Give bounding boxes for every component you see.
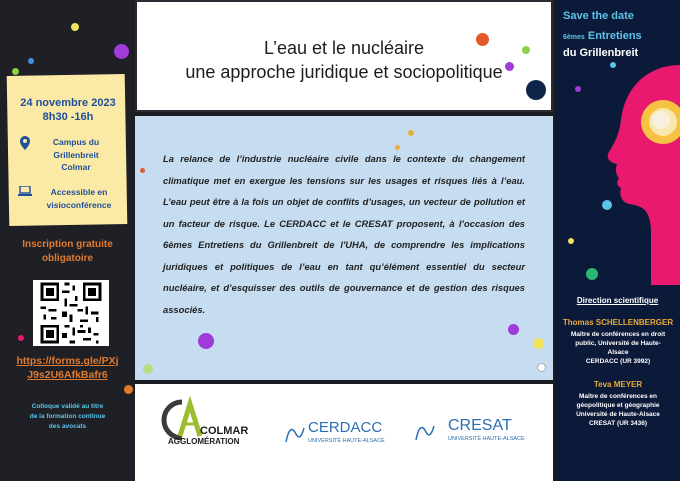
inscription-line-1: Inscription gratuite bbox=[22, 239, 113, 250]
inscription-line-2: obligatoire bbox=[41, 253, 94, 264]
laptop-icon bbox=[18, 186, 32, 197]
decorative-dot bbox=[586, 268, 598, 280]
decorative-dot bbox=[508, 324, 519, 335]
event-location-line-3: Colmar bbox=[61, 162, 91, 172]
save-the-date: Save the date bbox=[563, 10, 634, 22]
event-location bbox=[36, 136, 116, 174]
event-series-name: du Grillenbreit bbox=[563, 47, 639, 59]
visio-info-line-2: visioconférence bbox=[46, 199, 112, 210]
cerdacc-logo-text: CERDACC bbox=[308, 419, 383, 436]
qr-code-icon[interactable] bbox=[33, 280, 109, 346]
inscription-link[interactable] bbox=[0, 354, 135, 382]
person-2-name: Teva MEYER bbox=[593, 380, 643, 389]
decorative-dot bbox=[18, 335, 24, 341]
decorative-dot bbox=[28, 58, 34, 64]
decorative-dot bbox=[408, 130, 414, 136]
person-1-name: Thomas SCHELLENBERGER bbox=[562, 318, 674, 327]
event-date bbox=[10, 96, 126, 124]
location-pin-icon bbox=[20, 136, 30, 150]
person-2-description-line-4: CRESAT (UR 3436) bbox=[588, 420, 648, 427]
decorative-dot bbox=[395, 145, 400, 150]
person-2-description bbox=[558, 392, 678, 428]
decorative-dot bbox=[568, 238, 574, 244]
cresat-logo-text: CRESAT bbox=[448, 417, 512, 434]
event-date-day: 24 novembre 2023 bbox=[20, 97, 116, 109]
edition-title bbox=[563, 30, 642, 42]
edition-word: Entretiens bbox=[587, 30, 642, 42]
person-2-description-line-3: Université de Haute-Alsace bbox=[576, 411, 660, 418]
person-2-description-line-1: Maître de conférences en bbox=[578, 393, 658, 400]
colloque-line-2: de la formation continue bbox=[29, 413, 106, 420]
person-1-description-line-2: public, Université de Haute- bbox=[575, 340, 661, 347]
decorative-dot bbox=[602, 200, 612, 210]
title-line-1: L’eau et le nucléaire bbox=[263, 38, 425, 58]
person-1-description-line-3: Alsace bbox=[607, 349, 629, 356]
person-2-description-line-2: géopolitique et géographie bbox=[576, 402, 660, 409]
decorative-dot bbox=[610, 62, 616, 68]
cerdacc-logo bbox=[282, 412, 392, 452]
description-text: La relance de l’industrie nucléaire civile dans le contexte du changement climatique met en exergue les tensions sur les usages et risques liés à l’eau. L’eau peut être à la fois un objet de conflits d’usages, un vecteur de pollution et un facteur de risque. Le CERDACC et le CRESAT proposent, à l’occasion des 6èmes Entretiens du Grillenbreit de l'UHA, de comprendre les implications juridiques et politiques de l’eau en tant qu’élément essentiel du secteur nucléaire, et d’esquisser des outils de gouvernance et de gestion des risques associés. bbox=[163, 153, 525, 315]
cresat-logo bbox=[412, 410, 537, 450]
inscription-link-line-2[interactable]: J9s2U6AfkBafr6 bbox=[27, 369, 108, 381]
head-profile-illustration-icon bbox=[555, 60, 680, 285]
decorative-dot bbox=[476, 33, 489, 46]
colmar-logo-text: COLMAR bbox=[200, 425, 249, 437]
event-location-line-1: Campus du bbox=[52, 137, 100, 147]
colmar-logo-subtext: AGGLOMÉRATION bbox=[168, 437, 240, 446]
decorative-dot bbox=[12, 68, 19, 75]
decorative-dot bbox=[575, 86, 581, 92]
decorative-dot bbox=[140, 168, 145, 173]
person-1-description-line-1: Maître de conférences en droit bbox=[570, 331, 666, 338]
visio-info-line-1: Accessible en bbox=[50, 187, 108, 197]
event-location-line-2: Grillenbreit bbox=[53, 149, 99, 160]
person-1-description bbox=[558, 330, 678, 366]
person-1-description-line-4: CERDACC (UR 3992) bbox=[585, 358, 651, 365]
edition-number: 6èmes bbox=[563, 34, 585, 41]
scientific-direction-title: Direction scientifique bbox=[576, 296, 659, 305]
colloque-note bbox=[0, 402, 135, 432]
visio-info bbox=[36, 186, 122, 211]
colloque-line-3: des avocats bbox=[48, 423, 87, 430]
event-time: 8h30 -16h bbox=[42, 111, 94, 123]
decorative-dot bbox=[505, 62, 514, 71]
decorative-dot bbox=[143, 364, 153, 374]
cresat-logo-subtext: UNIVERSITÉ HAUTE-ALSACE bbox=[448, 436, 525, 442]
inscription-link-line-1[interactable]: https://forms.gle/PXj bbox=[16, 355, 119, 367]
title-box bbox=[135, 0, 553, 112]
decorative-dot bbox=[526, 80, 546, 100]
decorative-dot bbox=[522, 46, 530, 54]
decorative-dot bbox=[198, 333, 214, 349]
decorative-dot bbox=[124, 385, 133, 394]
colloque-line-1: Colloque validé au titre bbox=[31, 403, 104, 410]
title-line-2: une approche juridique et sociopolitique bbox=[185, 62, 503, 82]
decorative-dot bbox=[114, 44, 129, 59]
decorative-dot bbox=[533, 338, 544, 349]
decorative-dot bbox=[71, 23, 79, 31]
cerdacc-logo-subtext: UNIVERSITÉ HAUTE-ALSACE bbox=[308, 438, 385, 444]
decorative-dot bbox=[537, 363, 546, 372]
inscription-note bbox=[0, 238, 135, 266]
